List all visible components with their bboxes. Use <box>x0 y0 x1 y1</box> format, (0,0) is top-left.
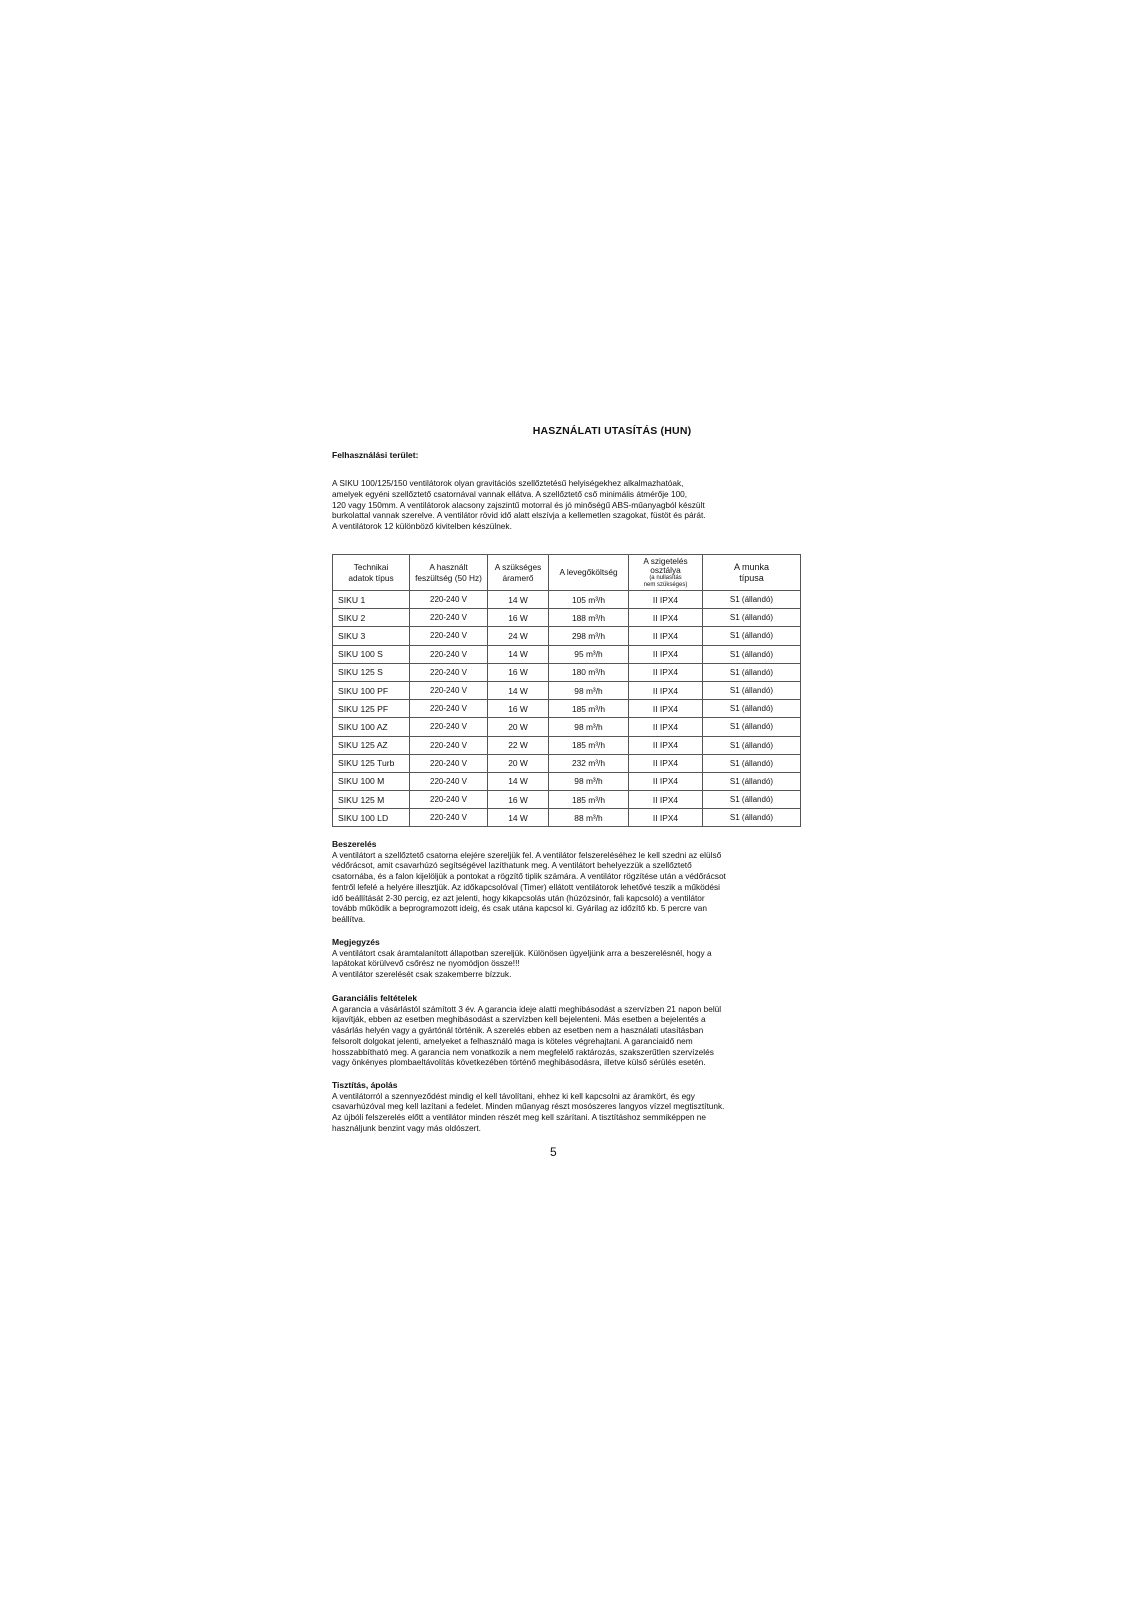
cell-airflow: 105 m³/h <box>549 591 629 609</box>
cell-type: SIKU 100 M <box>333 772 410 790</box>
cell-airflow: 98 m³/h <box>549 681 629 699</box>
cell-power: 24 W <box>488 627 549 645</box>
cell-airflow: 88 m³/h <box>549 809 629 827</box>
cell-airflow: 185 m³/h <box>549 700 629 718</box>
cell-mode: S1 (állandó) <box>703 591 801 609</box>
cell-voltage: 220-240 V <box>410 609 488 627</box>
cell-airflow: 185 m³/h <box>549 736 629 754</box>
section-heading: Garanciális feltételek <box>332 993 418 1003</box>
cell-voltage: 220-240 V <box>410 809 488 827</box>
cell-insulation: II IPX4 <box>629 681 703 699</box>
cell-power: 14 W <box>488 645 549 663</box>
usage-area-heading: Felhasználási terület: <box>332 450 419 460</box>
table-row <box>333 791 801 809</box>
cell-type: SIKU 100 LD <box>333 809 410 827</box>
insulation-note: (a nullasítás <box>649 575 682 581</box>
cell-insulation: II IPX4 <box>629 700 703 718</box>
section-line: beállítva. <box>332 913 366 924</box>
section-heading: Megjegyzés <box>332 937 380 947</box>
table-row <box>333 663 801 681</box>
section-warranty <box>332 993 802 1068</box>
cell-power: 16 W <box>488 663 549 681</box>
cell-insulation: II IPX4 <box>629 772 703 790</box>
table-row <box>333 809 801 827</box>
cell-mode: S1 (állandó) <box>703 736 801 754</box>
cell-voltage: 220-240 V <box>410 736 488 754</box>
section-body <box>332 948 802 980</box>
cell-voltage: 220-240 V <box>410 645 488 663</box>
intro-line: amelyek egyéni szellőztető csatornával vannak ellátva. A szellőztető cső minimális átmérője 100, <box>332 488 688 499</box>
cell-voltage: 220-240 V <box>410 791 488 809</box>
cell-airflow: 180 m³/h <box>549 663 629 681</box>
cell-mode: S1 (állandó) <box>703 609 801 627</box>
cell-power: 14 W <box>488 772 549 790</box>
cell-type: SIKU 3 <box>333 627 410 645</box>
section-installation <box>332 839 802 925</box>
cell-power: 20 W <box>488 754 549 772</box>
cell-voltage: 220-240 V <box>410 591 488 609</box>
cell-voltage: 220-240 V <box>410 627 488 645</box>
section-line: csatornába, és a falon kijelöljük a pontokat a rögzítő tiplik számára. A ventilátor rögzítése után a védőrácsot <box>332 871 726 882</box>
cell-mode: S1 (állandó) <box>703 645 801 663</box>
intro-paragraph <box>332 478 802 532</box>
cell-power: 14 W <box>488 681 549 699</box>
cell-type: SIKU 125 M <box>333 791 410 809</box>
table-row <box>333 591 801 609</box>
section-note <box>332 937 802 980</box>
section-body <box>332 850 802 925</box>
section-cleaning <box>332 1080 802 1134</box>
cell-airflow: 95 m³/h <box>549 645 629 663</box>
cell-insulation: II IPX4 <box>629 809 703 827</box>
section-body <box>332 1091 802 1134</box>
header-voltage: A használt feszültség (50 Hz) <box>410 555 488 591</box>
cell-voltage: 220-240 V <box>410 754 488 772</box>
cell-type: SIKU 125 PF <box>333 700 410 718</box>
cell-insulation: II IPX4 <box>629 791 703 809</box>
intro-line: burkolattal vannak szerelve. A ventilátor rövid idő alatt elszívja a kellemetlen szagokat, füstöt és párát. <box>332 510 706 521</box>
section-line: lapátokat körülvevő csőrész ne nyomódjon össze!!! <box>332 958 520 969</box>
cell-type: SIKU 125 AZ <box>333 736 410 754</box>
section-heading: Tisztítás, ápolás <box>332 1080 398 1090</box>
header-power: A szükséges áramerő <box>488 555 549 591</box>
spec-table <box>332 554 801 827</box>
cell-power: 14 W <box>488 809 549 827</box>
cell-mode: S1 (állandó) <box>703 772 801 790</box>
table-row <box>333 772 801 790</box>
cell-airflow: 185 m³/h <box>549 791 629 809</box>
page-number: 5 <box>550 1145 557 1159</box>
table-row <box>333 700 801 718</box>
cell-insulation: II IPX4 <box>629 736 703 754</box>
cell-power: 16 W <box>488 700 549 718</box>
section-heading: Beszerelés <box>332 839 377 849</box>
section-line: fentről lefelé a helyére illesztjük. Az időkapcsolóval (Timer) ellátott ventilátorok lehetővé teszik a működési <box>332 881 720 892</box>
section-body <box>332 1004 802 1068</box>
cell-mode: S1 (állandó) <box>703 791 801 809</box>
intro-line: A ventilátorok 12 különböző kivitelben készülnek. <box>332 521 512 532</box>
cell-mode: S1 (állandó) <box>703 718 801 736</box>
cell-mode: S1 (állandó) <box>703 663 801 681</box>
section-line: hosszabbítható meg. A garancia nem vonatkozik a nem megfelelő raktározás, szakszerűtlen szervízelés <box>332 1046 714 1057</box>
page-title: HASZNÁLATI UTASÍTÁS (HUN) <box>532 425 692 437</box>
cell-voltage: 220-240 V <box>410 700 488 718</box>
table-row <box>333 609 801 627</box>
cell-voltage: 220-240 V <box>410 681 488 699</box>
table-body <box>333 591 801 827</box>
table-row <box>333 627 801 645</box>
cell-airflow: 298 m³/h <box>549 627 629 645</box>
cell-insulation: II IPX4 <box>629 754 703 772</box>
section-line: A ventilátort csak áramtalanított állapotban szereljük. Különösen ügyeljünk arra a beszerelésnél, hogy a <box>332 947 712 958</box>
cell-voltage: 220-240 V <box>410 718 488 736</box>
intro-line: 120 vagy 150mm. A ventilátorok alacsony zajszintű motorral és jó minőségű ABS-műanyagból készült <box>332 499 705 510</box>
cell-airflow: 98 m³/h <box>549 718 629 736</box>
section-line: kijavítják, ebben az esetben meghibásodást a szervízben kell bejelenteni. Más esetben a bejelentés a <box>332 1014 706 1025</box>
table-row <box>333 754 801 772</box>
section-line: felsorolt dolgokat jelenti, amelyeket a felhasználó maga is köteles végrehajtani. A garanciaidő nem <box>332 1035 693 1046</box>
cell-mode: S1 (állandó) <box>703 809 801 827</box>
cell-type: SIKU 2 <box>333 609 410 627</box>
header-mode: A munka típusa <box>703 555 801 591</box>
section-line: vagy önkényes plombaeltávolítás következében történő meghibásodásra, illetve külső sérülés esetén. <box>332 1057 706 1068</box>
table-row <box>333 681 801 699</box>
section-line: A ventilátort a szellőztető csatorna elejére szereljük fel. A ventilátor felszereléséhez le kell szedni az elülső <box>332 849 722 860</box>
cell-power: 16 W <box>488 609 549 627</box>
cell-insulation: II IPX4 <box>629 645 703 663</box>
cell-type: SIKU 100 PF <box>333 681 410 699</box>
section-line: idő beállítását 2-30 percig, ez azt jelenti, hogy kikapcsolás után (húzózsinór, fali kapcsoló) a ventilátor <box>332 892 705 903</box>
header-insulation: A szigetelés osztálya (a nullasítás nem szükséges) <box>629 555 703 591</box>
intro-line: A SIKU 100/125/150 ventilátorok olyan gravitációs szellőztetésű helyiségekhez alkalmazhatóak, <box>332 478 684 488</box>
cell-insulation: II IPX4 <box>629 627 703 645</box>
table-header-row <box>333 555 801 591</box>
cell-type: SIKU 100 AZ <box>333 718 410 736</box>
cell-type: SIKU 100 S <box>333 645 410 663</box>
insulation-note: nem szükséges) <box>643 581 688 588</box>
cell-airflow: 188 m³/h <box>549 609 629 627</box>
table-row <box>333 718 801 736</box>
section-line: A garancia a vásárlástól számított 3 év. A garancia ideje alatti meghibásodást a szervízben 21 napon belül <box>332 1003 722 1014</box>
table-row <box>333 645 801 663</box>
cell-voltage: 220-240 V <box>410 663 488 681</box>
section-line: vásárlás helyén vagy a gyártónál történik. A szerelés ebben az esetben nem a használati utasításban <box>332 1025 704 1036</box>
cell-insulation: II IPX4 <box>629 663 703 681</box>
header-type: Technikai adatok típus <box>333 555 410 591</box>
cell-mode: S1 (állandó) <box>703 754 801 772</box>
section-line: A ventilátor szerelését csak szakemberre bízzuk. <box>332 969 512 980</box>
table-row <box>333 736 801 754</box>
cell-mode: S1 (állandó) <box>703 627 801 645</box>
section-line: csavarhúzóval meg kell lazítani a fedelet. Minden műanyag részt mosószeres langyos vízzel megtisztítunk. <box>332 1101 725 1112</box>
section-line: A ventilátorról a szennyeződést mindig el kell távolítani, ehhez ki kell kapcsolni az áramkört, és egy <box>332 1090 695 1101</box>
cell-type: SIKU 125 Turb <box>333 754 410 772</box>
cell-mode: S1 (állandó) <box>703 681 801 699</box>
cell-insulation: II IPX4 <box>629 609 703 627</box>
cell-power: 20 W <box>488 718 549 736</box>
cell-power: 14 W <box>488 591 549 609</box>
section-line: védőrácsot, amit csavarhúzó segítségével lazíthatunk meg. A ventilátort behelyezzük a szellőztető <box>332 860 692 871</box>
cell-mode: S1 (állandó) <box>703 700 801 718</box>
cell-voltage: 220-240 V <box>410 772 488 790</box>
header-airflow: A levegőköltség <box>549 555 629 591</box>
cell-airflow: 98 m³/h <box>549 772 629 790</box>
cell-airflow: 232 m³/h <box>549 754 629 772</box>
cell-power: 22 W <box>488 736 549 754</box>
cell-power: 16 W <box>488 791 549 809</box>
cell-insulation: II IPX4 <box>629 718 703 736</box>
cell-insulation: II IPX4 <box>629 591 703 609</box>
cell-type: SIKU 1 <box>333 591 410 609</box>
section-line: Az újbóli felszerelés előtt a ventilátor minden részét meg kell szárítani. A tisztításhoz semmiképpen ne <box>332 1112 706 1123</box>
cell-type: SIKU 125 S <box>333 663 410 681</box>
section-line: használjunk benzint vagy más oldószert. <box>332 1122 481 1133</box>
section-line: tovább működik a beprogramozott ideig, és csak utána kapcsol ki. Gyárilag az időzítő kb. 5 percre van <box>332 903 707 914</box>
